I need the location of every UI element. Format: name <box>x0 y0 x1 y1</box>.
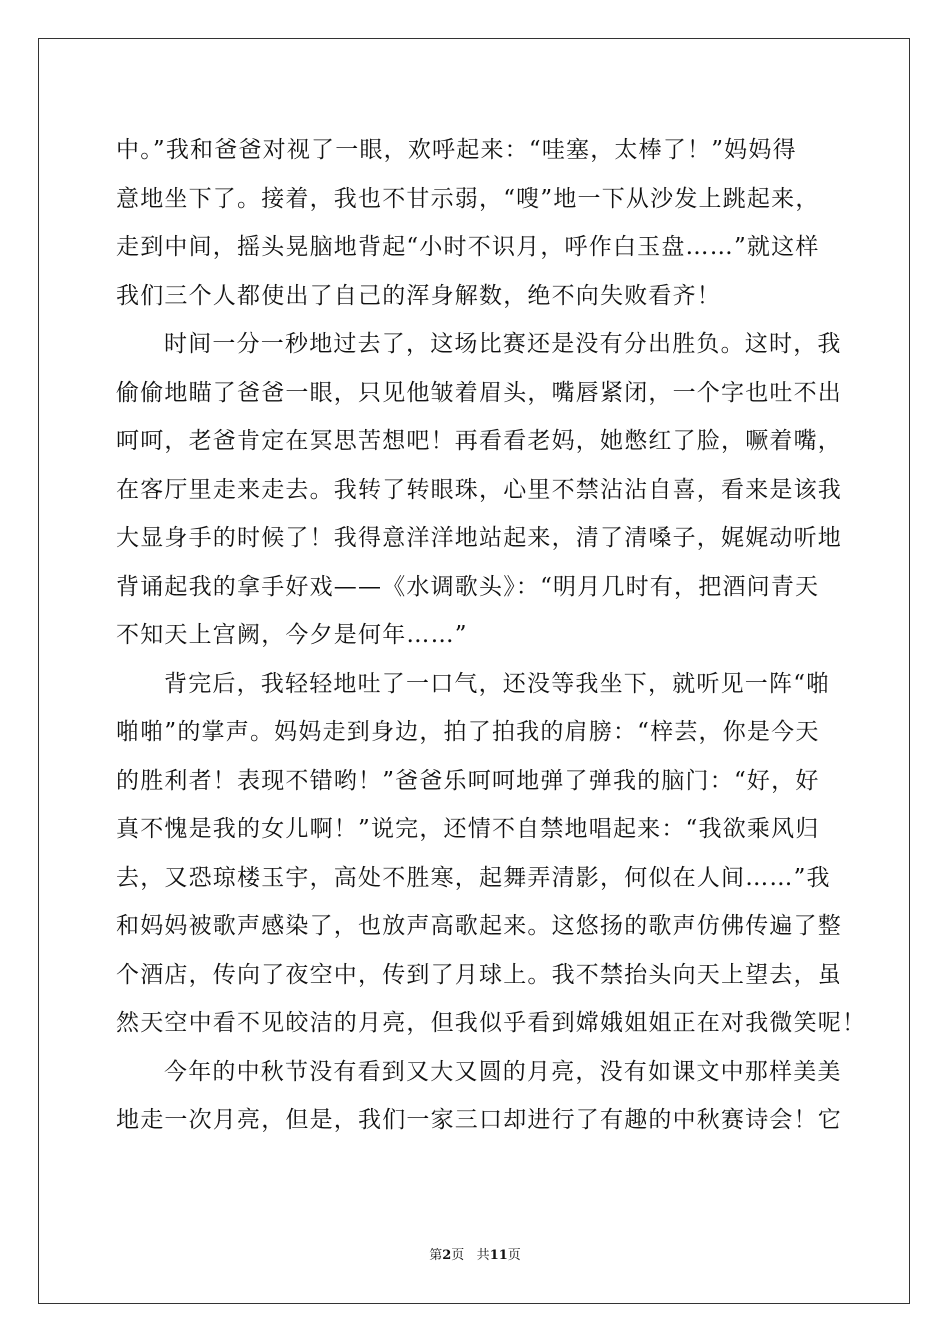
text-line: 意地坐下了。接着，我也不甘示弱，“嗖”地一下从沙发上跳起来， <box>116 185 820 212</box>
text-line: 去，又恐琼楼玉宇，高处不胜寒，起舞弄清影，何似在人间……”我 <box>116 864 831 891</box>
document-body <box>116 126 867 1145</box>
page-prefix: 第 <box>429 1248 443 1263</box>
text-line: 地走一次月亮，但是，我们一家三口却进行了有趣的中秋赛诗会！它 <box>116 1107 842 1133</box>
text-line: 中。”我和爸爸对视了一眼，欢呼起来：“哇塞，太棒了！”妈妈得 <box>116 137 797 163</box>
page-suffix: 页 <box>451 1248 465 1263</box>
total-pages: 11 <box>489 1248 508 1263</box>
text-line: 在客厅里走来走去。我转了转眼珠，心里不禁沾沾自喜，看来是该我 <box>116 476 842 503</box>
text-line: 时间一分一秒地过去了，这场比赛还是没有分出胜负。这时，我 <box>164 331 842 357</box>
text-line: 今年的中秋节没有看到又大又圆的月亮，没有如课文中那样美美 <box>164 1058 842 1085</box>
text-line: 然天空中看不见皎洁的月亮，但我似乎看到嫦娥姐姐正在对我微笑呢！ <box>116 1010 867 1036</box>
text-line: 的胜利者！表现不错哟！”爸爸乐呵呵地弹了弹我的脑门：“好，好 <box>116 767 820 794</box>
text-line: 背诵起我的拿手好戏——《水调歌头》：“明月几时有，把酒问青天 <box>116 573 820 600</box>
text-line: 呵呵，老爸肯定在冥思苦想吧！再看看老妈，她憋红了脸，噘着嘴， <box>116 428 842 454</box>
text-line: 不知天上宫阙，今夕是何年……” <box>116 622 468 648</box>
text-line: 个酒店，传向了夜空中，传到了月球上。我不禁抬头向天上望去，虽 <box>116 961 842 988</box>
text-line: 我们三个人都使出了自己的浑身解数，绝不向失败看齐！ <box>116 282 721 309</box>
page-number: 2 <box>442 1248 452 1263</box>
text-line: 真不愧是我的女儿啊！”说完，还情不自禁地唱起来：“我欲乘风归 <box>116 816 820 842</box>
text-line: 背完后，我轻轻地吐了一口气，还没等我坐下，就听见一阵“啪 <box>164 670 831 697</box>
total-suffix: 页 <box>507 1248 521 1263</box>
text-line: 走到中间，摇头晃脑地背起“小时不识月，呼作白玉盘……”就这样 <box>116 234 820 260</box>
text-line: 和妈妈被歌声感染了，也放声高歌起来。这悠扬的歌声仿佛传遍了整 <box>116 913 842 939</box>
page-footer <box>0 1247 950 1265</box>
text-line: 啪啪”的掌声。妈妈走到身边，拍了拍我的肩膀：“梓芸，你是今天 <box>116 719 820 745</box>
text-line: 大显身手的时候了！我得意洋洋地站起来，清了清嗓子，娓娓动听地 <box>116 525 842 551</box>
text-line: 偷偷地瞄了爸爸一眼，只见他皱着眉头，嘴唇紧闭，一个字也吐不出 <box>116 379 842 406</box>
total-prefix: 共 <box>476 1248 490 1263</box>
